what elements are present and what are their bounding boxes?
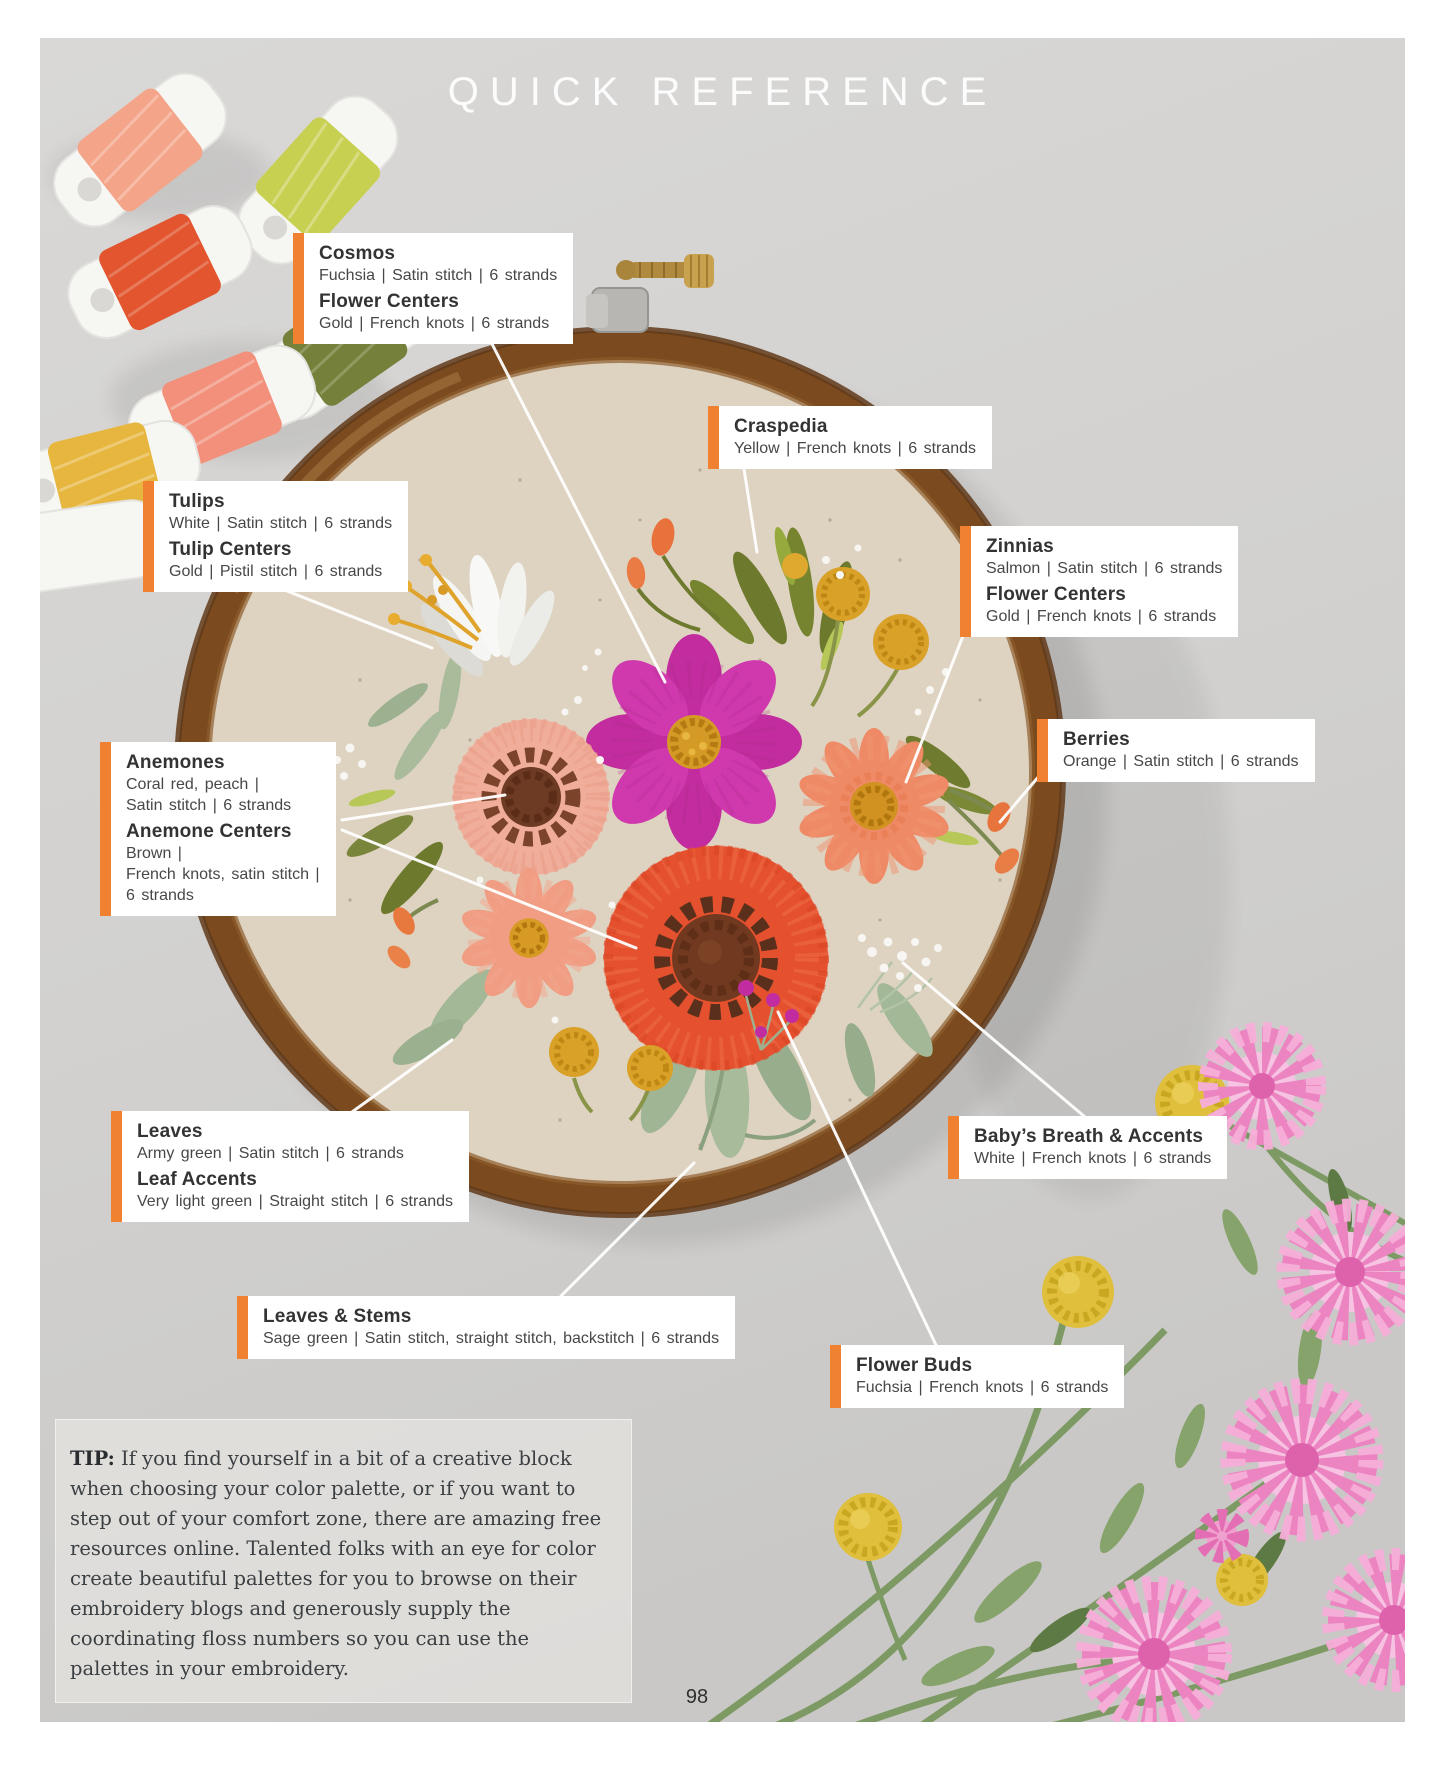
callout-entry-name: Tulips [169,491,225,512]
callout-entry-name: Leaf Accents [137,1169,257,1190]
callout-entry [1063,728,1299,772]
callout-entry-name: Zinnias [986,536,1054,557]
callout-entry-detail: French knots, satin stitch | [126,866,320,883]
callout-entry-detail: Gold | French knots | 6 strands [986,608,1217,625]
callout-anemones [100,742,336,916]
callout-entry [126,751,320,816]
callout-entry [319,242,557,286]
callout-entry-name: Flower Centers [319,291,460,312]
anemone-flower [453,719,609,875]
callout-entry-detail: Very light green | Straight stitch | 6 strands [137,1193,454,1210]
callout-entry-detail: 6 strands [126,887,194,904]
callout-entry-detail: Fuchsia | Satin stitch | 6 strands [319,267,558,284]
callout-leaves [111,1111,469,1222]
callout-entry [263,1305,719,1349]
callout-entry-name: Cosmos [319,243,396,264]
tip-body: If you find yourself in a bit of a creative block when choosing your color palette, or if you want to step out of your comfort zone, there are amazing free resources online. Talented folks with an eye for color create beautiful palettes for you to browse on their embroidery blogs and generously supply the coordinating floss numbers so you can use the palettes in your embroidery. [70,1447,602,1680]
callout-tulips [143,481,408,592]
callout-berries [1037,719,1315,782]
callout-entry [137,1168,453,1212]
callout-entry [974,1125,1211,1169]
callout-entry-name: Baby’s Breath & Accents [974,1126,1204,1147]
callout-entry-name: Berries [1063,729,1130,750]
callout-entry-detail: Gold | French knots | 6 strands [319,315,550,332]
callout-entry-detail: White | Satin stitch | 6 strands [169,515,393,532]
tip-text [70,1444,605,1684]
callout-entry-detail: White | French knots | 6 strands [974,1150,1212,1167]
callout-entry-detail: Gold | Pistil stitch | 6 strands [169,563,383,580]
callout-entry [319,290,557,334]
callout-entry-name: Anemones [126,752,225,773]
callout-entry [137,1120,453,1164]
callout-entry [169,538,392,582]
poppy-flower [604,846,828,1070]
callout-entry [856,1354,1108,1398]
callout-leaves-stems [237,1296,735,1359]
callout-entry [734,415,976,459]
callout-babys-breath [948,1116,1227,1179]
callout-entry-detail: Brown | [126,845,182,862]
callout-entry-detail: Orange | Satin stitch | 6 strands [1063,753,1299,770]
callout-entry-name: Flower Centers [986,584,1127,605]
callout-entry-detail: Sage green | Satin stitch, straight stitch, backstitch | 6 strands [263,1330,720,1347]
callout-entry-detail: Salmon | Satin stitch | 6 strands [986,560,1223,577]
callout-entry [169,490,392,534]
callout-entry-name: Tulip Centers [169,539,292,560]
tip-box [55,1419,632,1703]
callout-entry-detail: Satin stitch | 6 strands [126,797,292,814]
callout-entry-name: Flower Buds [856,1355,973,1376]
callout-entry-name: Craspedia [734,416,828,437]
callout-entry [126,820,320,906]
callout-entry-detail: Coral red, peach | [126,776,259,793]
callout-entry [986,535,1222,579]
callout-entry-detail: Army green | Satin stitch | 6 strands [137,1145,404,1162]
page-title: QUICK REFERENCE [447,70,998,114]
tip-label: TIP: [70,1447,115,1470]
callout-entry-name: Leaves [137,1121,203,1142]
callout-entry-detail: Yellow | French knots | 6 strands [734,440,977,457]
cosmos-flower [586,634,802,850]
callout-entry-detail: Fuchsia | French knots | 6 strands [856,1379,1109,1396]
callout-zinnias [960,526,1238,637]
page-number: 98 [685,1686,709,1708]
callout-craspedia [708,406,992,469]
callout-flower-buds [830,1345,1124,1408]
callout-entry-name: Anemone Centers [126,821,292,842]
callout-entry [986,583,1222,627]
callout-entry-name: Leaves & Stems [263,1306,412,1327]
callout-cosmos [293,233,573,344]
